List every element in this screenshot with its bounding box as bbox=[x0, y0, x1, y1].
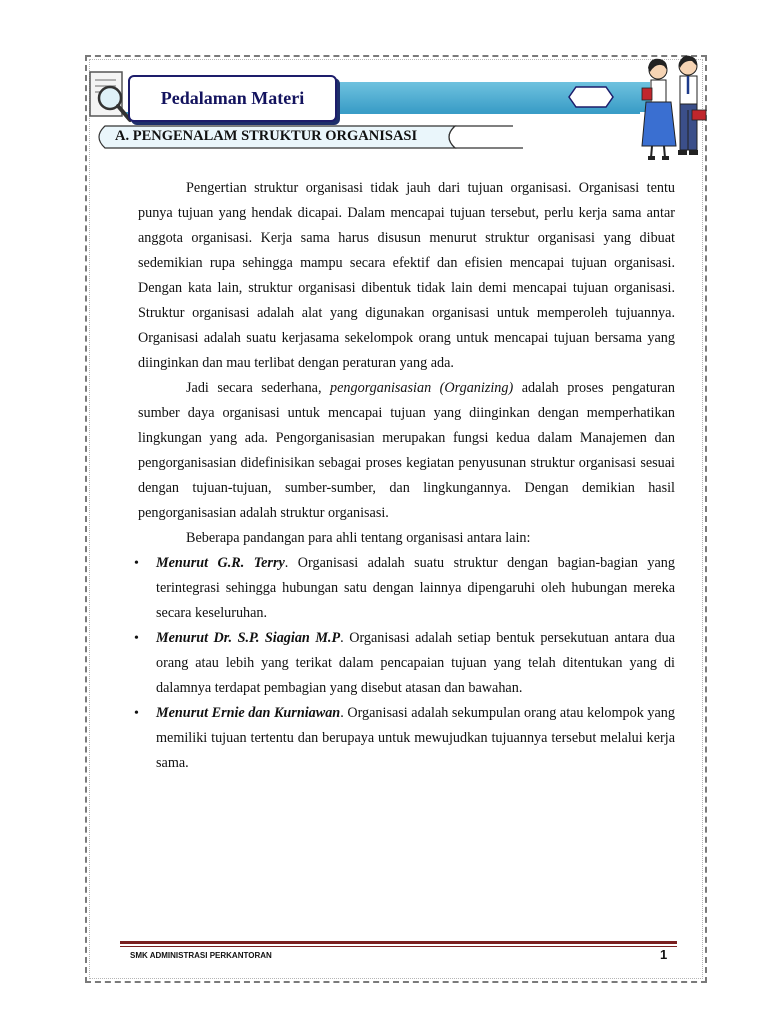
section-heading-text: A. PENGENALAM STRUKTUR ORGANISASI bbox=[115, 128, 418, 144]
list-item-author: Menurut Dr. S.P. Siagian M.P bbox=[156, 630, 341, 646]
students-illustration-icon bbox=[636, 54, 708, 166]
footer-rule-thick bbox=[120, 941, 677, 944]
bullet-icon: • bbox=[134, 556, 139, 571]
page-title-tab bbox=[128, 75, 337, 122]
section-heading bbox=[93, 125, 523, 149]
paragraph-2-term: pengorganisasian (Organizing) bbox=[330, 380, 514, 396]
list-item-text: . Organisasi adalah setiap bentuk persekutuan antara dua orang atau lebih yang terikat dalam pencapaian tujuan yang telah ditentukan yang di dalamnya terdapat pembagian yang disebut atasan dan bawahan. bbox=[156, 630, 675, 696]
footer-rule-thin bbox=[120, 946, 677, 947]
article-body bbox=[134, 176, 675, 776]
footer-school-name: SMK ADMINISTRASI PERKANTORAN bbox=[130, 951, 272, 960]
bullet-icon: • bbox=[134, 631, 139, 646]
bullet-icon: • bbox=[134, 706, 139, 721]
magnifier-document-icon bbox=[86, 68, 134, 126]
paragraph-2-end: adalah proses pengaturan sumber daya organisasi untuk mencapai tujuan yang diinginkan dengan memperhatikan lingkungan yang ada. Pengorganisasian merupakan fungsi kedua dalam Manajemen dan pengorganisasian didefinisikan sebagai proses kegiatan penyusunan struktur organisasi sesuai dengan tujuan-tujuan, sumber-sumber, dan lingkungannya. Dengan demikian hasil pengorganisasian adalah struktur organisasi. bbox=[138, 380, 675, 521]
expert-list bbox=[134, 551, 675, 776]
page-number: 1 bbox=[660, 947, 668, 962]
list-item-text: . Organisasi adalah suatu struktur dengan bagian-bagian yang terintegrasi sehingga hubungan satu dengan lainnya dipengaruhi oleh hubungan mereka secara keseluruhan. bbox=[156, 555, 675, 621]
list-item-author: Menurut Ernie dan Kurniawan bbox=[156, 705, 341, 721]
page-title: Pedalaman Materi bbox=[160, 88, 305, 108]
list-item-author: Menurut G.R. Terry bbox=[156, 555, 285, 571]
list-item bbox=[134, 551, 675, 626]
list-intro: Beberapa pandangan para ahli tentang organisasi antara lain: bbox=[186, 530, 531, 546]
hexagon-icon bbox=[568, 86, 614, 108]
list-item bbox=[134, 701, 675, 776]
paragraph-1: Pengertian struktur organisasi tidak jauh dari tujuan organisasi. Organisasi tentu punya tujuan yang hendak dicapai. Dalam mencapai tujuan tersebut, perlu kerja sama antar anggota organisasi. Kerja sama harus disusun menurut struktur organisasi yang dibuat sedemikian rupa sehingga mampu secara efektif dan efisien mencapai tujuan organisasi. Dengan kata lain, struktur organisasi dibentuk tidak lain demi mencapai tujuan organisasi. Struktur organisasi adalah alat yang digunakan organisasi untuk memperoleh tujuannya. Organisasi adalah suatu kerjasama sekelompok orang untuk mencapai tujuan bersama yang diinginkan dan mau terlibat dengan peraturan yang ada. bbox=[138, 180, 675, 371]
paragraph-2 bbox=[138, 376, 675, 526]
list-item-text: . Organisasi adalah sekumpulan orang atau kelompok yang memiliki tujuan tertentu dan berupaya untuk mewujudkan tujuannya tersebut melalui kerja sama. bbox=[156, 705, 675, 771]
paragraph-2-start: Jadi secara sederhana, bbox=[186, 380, 331, 396]
list-item bbox=[134, 626, 675, 701]
